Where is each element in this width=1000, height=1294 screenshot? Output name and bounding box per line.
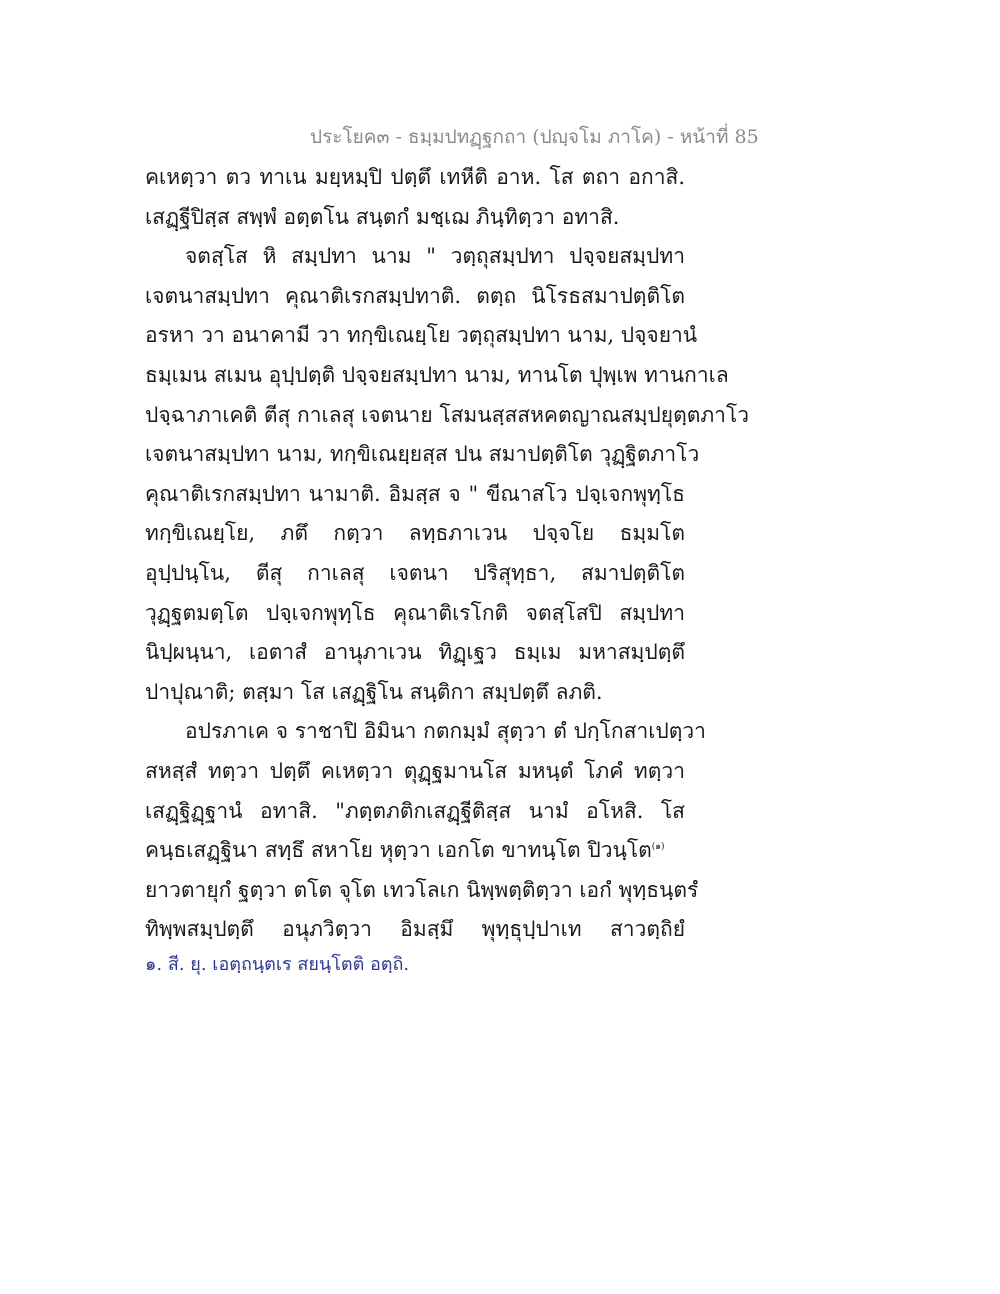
paragraph-start-line: อปรภาเค จ ราชาปิ อิมินา กตกมฺมํ สุตฺวา ตํ ปกฺโกสาเปตฺวา [185, 719, 706, 744]
paragraph-start-line: จตสฺโส หิ สมฺปทา นาม " วตฺถุสมฺปทา ปจฺจยสมฺปทา [185, 244, 685, 269]
text-line: ปจฺฉาภาเคติ ตีสุ กาเลสุ เจตนาย โสมนสฺสสหคตญาณสมฺปยุตฺตภาโว [145, 402, 750, 427]
footnote: ๑. สี. ยุ. เอตฺถนฺตเร สยนฺโตติ อตฺถิ. [145, 953, 410, 975]
text-line: เสฏฺฐิฏฺฐานํ อทาสิ. "ภตฺตภติกเสฏฺฐีติสฺส นามํ อโหสิ. โส [145, 798, 685, 823]
text-line-content: คนฺธเสฏฺฐินา สทฺธึ สหาโย หุตฺวา เอกโต ขาทนฺโต ปิวนฺโต [145, 838, 652, 863]
text-line: คเหตฺวา ตว ทาเน มยฺหมฺปิ ปตฺตึ เทหีติ อาห. โส ตถา อกาสิ. [145, 165, 685, 189]
text-line: อรหา วา อนาคามี วา ทกฺขิเณยฺโย วตฺถุสมฺปทา นาม, ปจฺจยานํ [145, 323, 698, 348]
text-line: ธมฺเมน สเมน อุปฺปตฺติ ปจฺจยสมฺปทา นาม, ทานโต ปุพฺเพ ทานกาเล [145, 362, 729, 387]
text-line: ทกฺขิเณยฺโย, ภตึ กตฺวา ลทฺธภาเวน ปจฺจโย ธมฺมโต [145, 521, 685, 546]
text-line: สหสฺสํ ทตฺวา ปตฺตึ คเหตฺวา ตุฏฺฐมานโส มหนฺตํ โภคํ ทตฺวา [145, 758, 685, 783]
footnote-marker: (๑) [651, 842, 665, 853]
text-line-with-footnote [145, 831, 685, 871]
text-line: นิปฺผนฺนา, เอตาสํ อานุภาเวน ทิฏฺเฐว ธมฺเม มหาสมฺปตฺตึ [145, 640, 685, 665]
text-line: ปาปุณาติ; ตสฺมา โส เสฏฺฐิโน สนฺติกา สมฺปตฺตึ ลภติ. [145, 679, 603, 704]
text-line: คุณาติเรกสมฺปทา นามาติ. อิมสฺส จ " ขีณาสโว ปจฺเจกพุทฺโธ [145, 481, 685, 506]
text-line: อุปฺปนฺโน, ตีสุ กาเลสุ เจตนา ปริสุทฺธา, สมาปตฺติโต [145, 560, 685, 585]
text-line: ยาวตายุกํ ฐตฺวา ตโต จุโต เทวโลเก นิพฺพตฺติตฺวา เอกํ พุทฺธนฺตรํ [145, 877, 699, 902]
running-header: ประโยค๓ - ธมฺมปทฏฺฐกถา (ปญฺจโม ภาโค) - หน้าที่ 85 [310, 126, 759, 148]
text-line: เจตนาสมฺปทา นาม, ทกฺขิเณยฺยสฺส ปน สมาปตฺติโต วุฏฺฐิตภาโว [145, 442, 700, 467]
text-line: วุฏฺฐตมตฺโต ปจฺเจกพุทฺโธ คุณาติเรโกติ จตสฺโสปิ สมฺปทา [145, 600, 685, 625]
text-line: เจตนาสมฺปทา คุณาติเรกสมฺปทาติ. ตตฺถ นิโรธสมาปตฺติโต [145, 283, 685, 308]
body-text [145, 158, 750, 980]
text-line: ทิพฺพสมฺปตฺตึ อนุภวิตฺวา อิมสฺมึ พุทฺธุปฺปาเท สาวตฺถิยํ [145, 917, 685, 942]
text-line: เสฏฺฐีปิสฺส สพฺพํ อตฺตโน สนฺตกํ มชฺเฌ ภินฺทิตฺวา อทาสิ. [145, 204, 620, 229]
